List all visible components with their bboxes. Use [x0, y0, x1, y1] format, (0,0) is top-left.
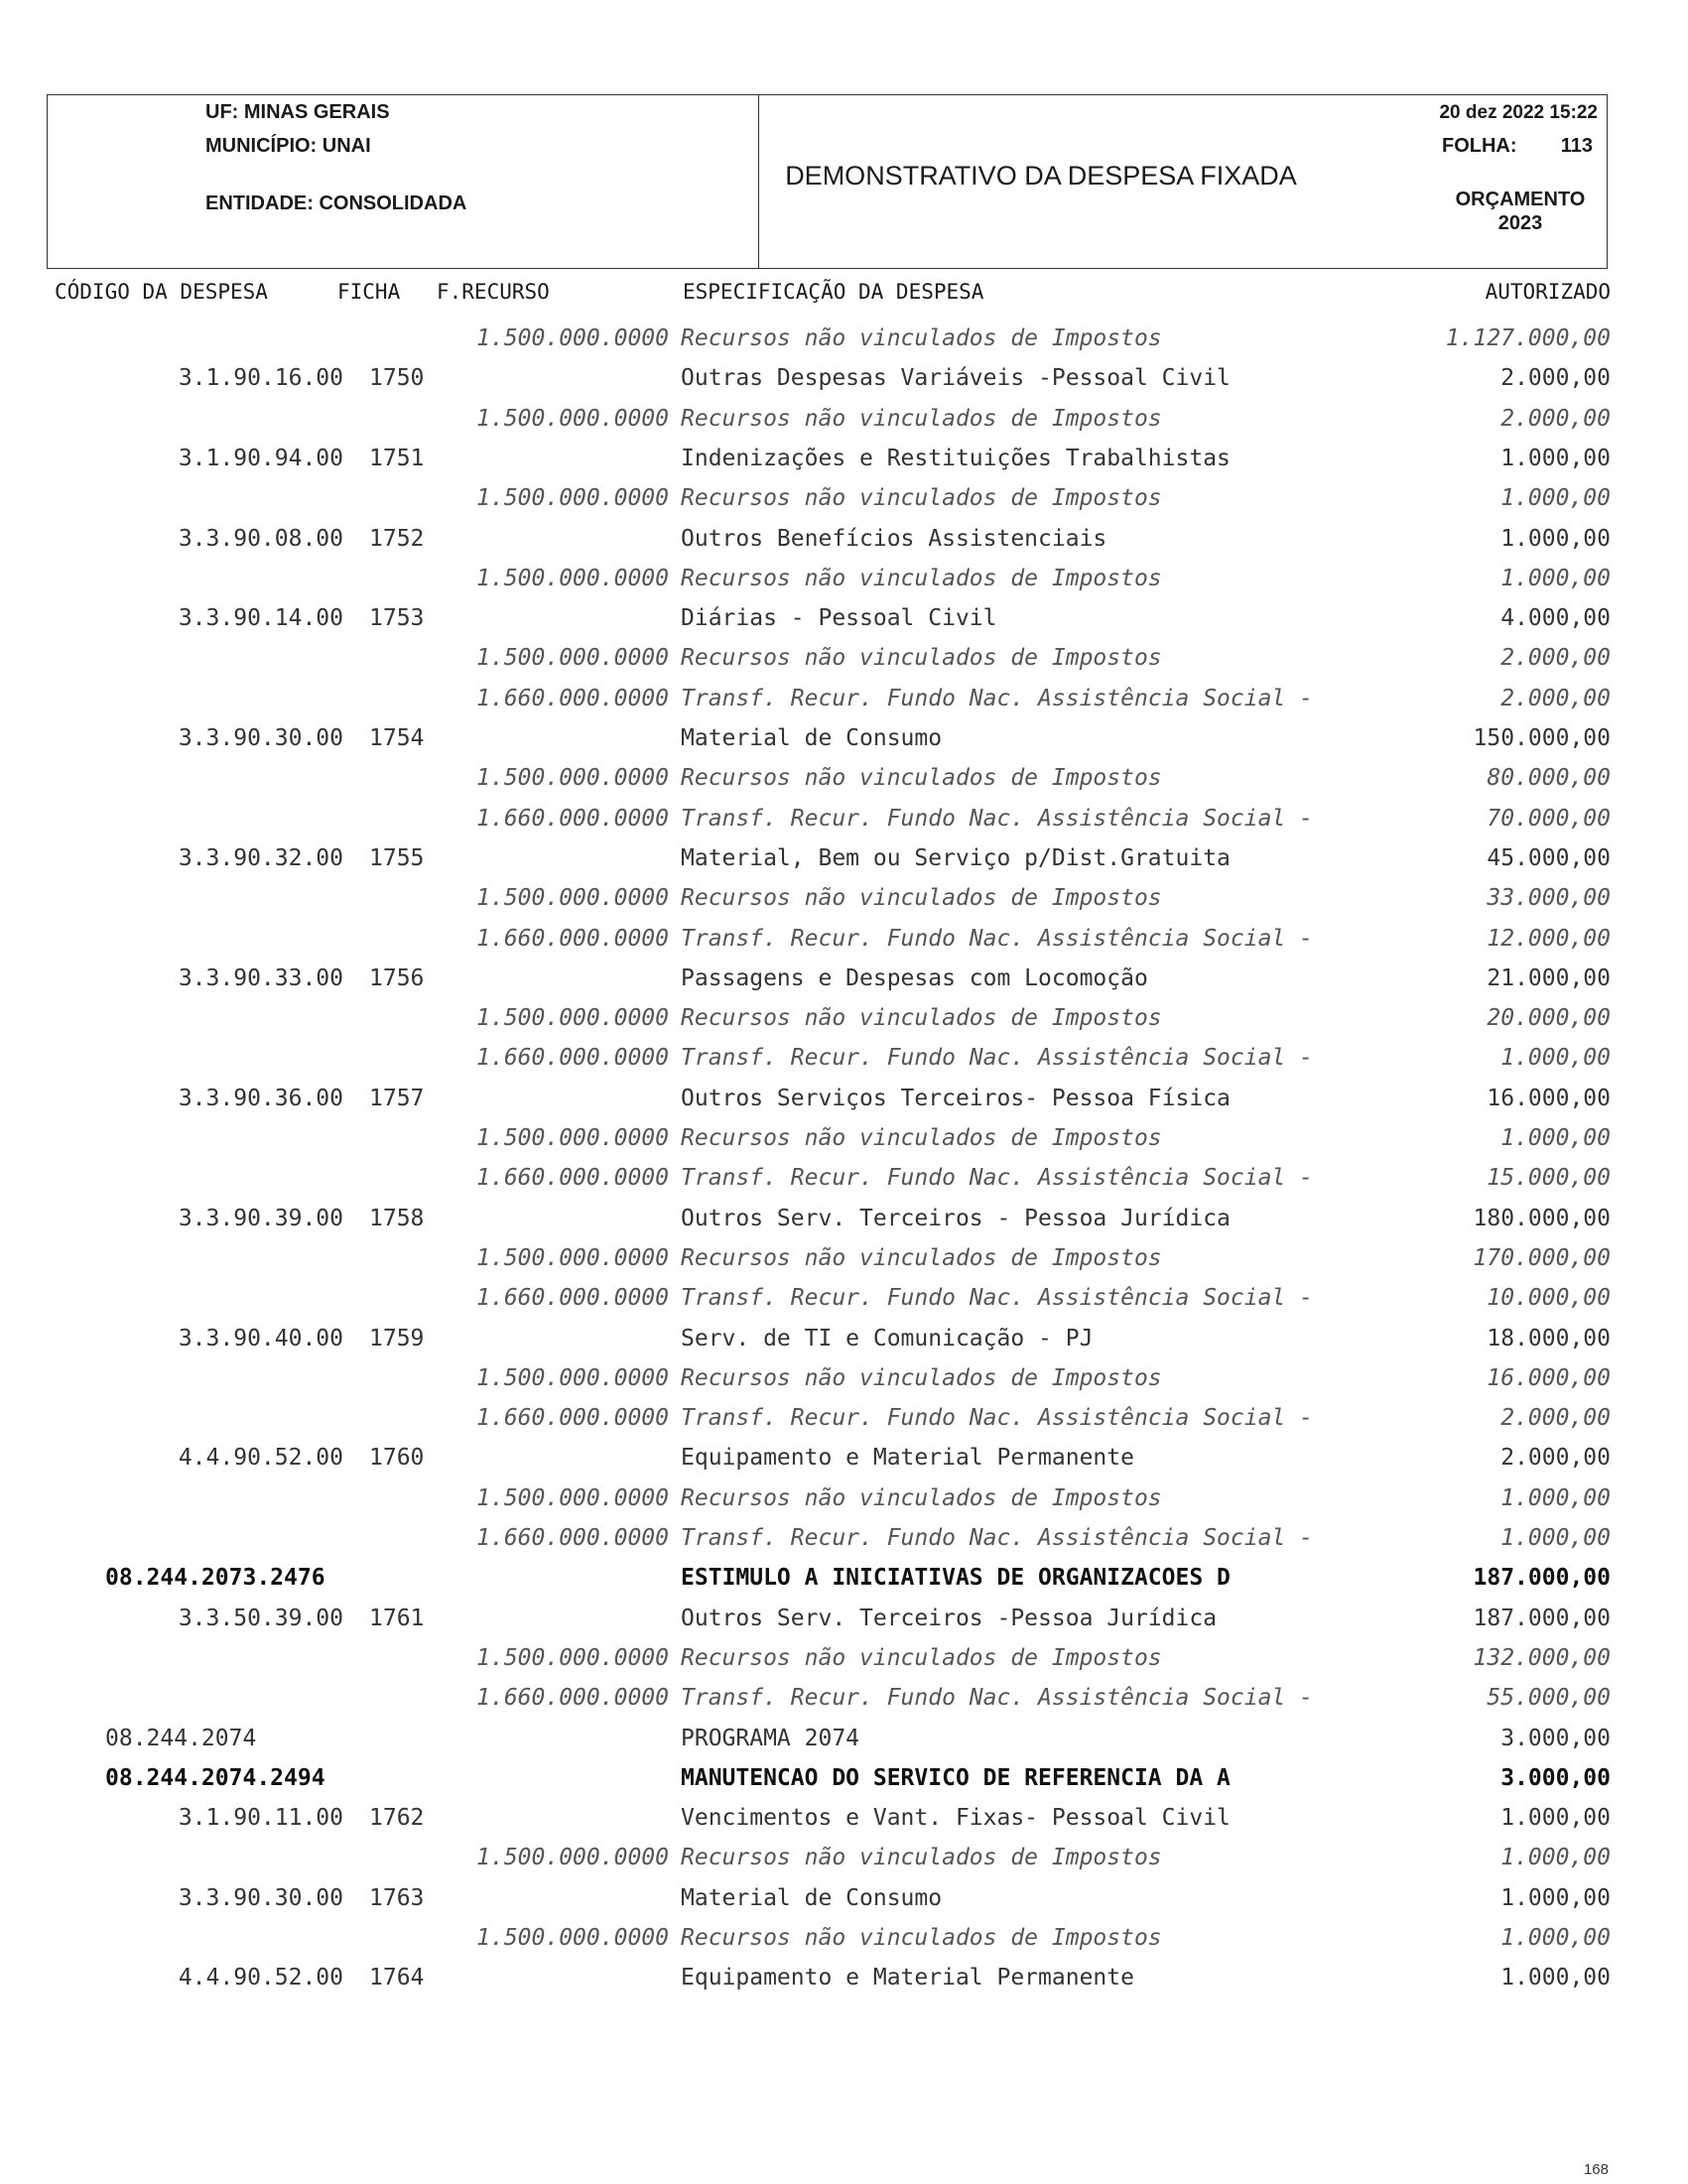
- cell-fonte-recurso: 1.500.000.0000: [476, 765, 669, 791]
- cell-especificacao: Transf. Recur. Fundo Nac. Assistência Social -: [681, 926, 1313, 952]
- cell-autorizado: 2.000,00: [1500, 1405, 1611, 1431]
- cell-autorizado: 1.000,00: [1500, 1885, 1611, 1911]
- cell-especificacao: Outros Serv. Terceiros - Pessoa Jurídica: [681, 1206, 1231, 1231]
- cell-autorizado: 187.000,00: [1473, 1606, 1611, 1631]
- cell-autorizado: 150.000,00: [1473, 725, 1611, 751]
- cell-especificacao: Recursos não vinculados de Impostos: [681, 1125, 1162, 1151]
- cell-ficha: 1752: [369, 526, 425, 552]
- cell-code: 08.244.2074.2494: [105, 1765, 325, 1791]
- cell-ficha: 1754: [369, 725, 425, 751]
- cell-especificacao: Recursos não vinculados de Impostos: [681, 1485, 1162, 1511]
- table-row: [0, 1084, 1688, 1113]
- cell-especificacao: MANUTENCAO DO SERVICO DE REFERENCIA DA A: [681, 1765, 1231, 1791]
- cell-especificacao: Material de Consumo: [681, 1885, 943, 1911]
- table-row: [0, 1883, 1688, 1913]
- datetime: 20 dez 2022 15:22: [1439, 102, 1598, 123]
- cell-fonte-recurso: 1.660.000.0000: [476, 1685, 669, 1711]
- cell-especificacao: Recursos não vinculados de Impostos: [681, 1645, 1162, 1671]
- cell-especificacao: Recursos não vinculados de Impostos: [681, 485, 1162, 511]
- cell-autorizado: 1.000,00: [1500, 566, 1611, 591]
- cell-autorizado: 21.000,00: [1487, 965, 1611, 991]
- table-row: [0, 363, 1688, 393]
- municipio-label: MUNICÍPIO: UNAI: [205, 135, 371, 157]
- cell-especificacao: Transf. Recur. Fundo Nac. Assistência Social -: [681, 1165, 1313, 1191]
- cell-autorizado: 1.000,00: [1500, 485, 1611, 511]
- col-codigo: CÓDIGO DA DESPESA: [55, 280, 268, 304]
- cell-fonte-recurso: 1.660.000.0000: [476, 926, 669, 952]
- cell-code: 3.3.90.40.00: [178, 1326, 343, 1351]
- cell-code: 3.1.90.11.00: [178, 1805, 343, 1831]
- cell-code: 3.3.90.33.00: [178, 965, 343, 991]
- cell-autorizado: 1.000,00: [1500, 1965, 1611, 1991]
- cell-autorizado: 33.000,00: [1487, 885, 1611, 911]
- table-row: [0, 684, 1688, 713]
- cell-especificacao: Passagens e Despesas com Locomoção: [681, 965, 1148, 991]
- table-row: [0, 1803, 1688, 1833]
- cell-especificacao: Recursos não vinculados de Impostos: [681, 1005, 1162, 1031]
- cell-autorizado: 1.000,00: [1500, 446, 1611, 471]
- folha-value: 113: [1560, 135, 1593, 157]
- cell-autorizado: 12.000,00: [1487, 926, 1611, 952]
- cell-autorizado: 45.000,00: [1487, 845, 1611, 871]
- cell-especificacao: Transf. Recur. Fundo Nac. Assistência Social -: [681, 1045, 1313, 1071]
- cell-autorizado: 3.000,00: [1500, 1726, 1611, 1751]
- cell-autorizado: 1.000,00: [1500, 1125, 1611, 1151]
- cell-autorizado: 55.000,00: [1487, 1685, 1611, 1711]
- cell-fonte-recurso: 1.660.000.0000: [476, 1045, 669, 1071]
- table-row: [0, 444, 1688, 473]
- table-row: [0, 483, 1688, 513]
- cell-code: 4.4.90.52.00: [178, 1445, 343, 1471]
- col-especificacao: ESPECIFICAÇÃO DA DESPESA: [683, 280, 984, 304]
- table-row: [0, 404, 1688, 434]
- cell-ficha: 1763: [369, 1885, 425, 1911]
- table-row: [0, 924, 1688, 954]
- cell-fonte-recurso: 1.500.000.0000: [476, 1005, 669, 1031]
- cell-especificacao: Transf. Recur. Fundo Nac. Assistência Social -: [681, 1525, 1313, 1551]
- cell-code: 3.3.90.32.00: [178, 845, 343, 871]
- table-row: [0, 1483, 1688, 1513]
- col-autorizado: AUTORIZADO: [1485, 280, 1611, 304]
- cell-especificacao: Outros Serv. Terceiros -Pessoa Jurídica: [681, 1606, 1218, 1631]
- table-row: [0, 1604, 1688, 1633]
- cell-ficha: 1759: [369, 1326, 425, 1351]
- cell-fonte-recurso: 1.500.000.0000: [476, 1645, 669, 1671]
- cell-especificacao: Vencimentos e Vant. Fixas- Pessoal Civil: [681, 1805, 1231, 1831]
- cell-ficha: 1760: [369, 1445, 425, 1471]
- table-row: [0, 763, 1688, 793]
- cell-code: 4.4.90.52.00: [178, 1965, 343, 1991]
- cell-code: 08.244.2073.2476: [105, 1565, 325, 1591]
- uf-label: UF: MINAS GERAIS: [205, 101, 390, 123]
- cell-especificacao: Material, Bem ou Serviço p/Dist.Gratuita: [681, 845, 1231, 871]
- cell-code: 3.3.90.30.00: [178, 725, 343, 751]
- cell-fonte-recurso: 1.500.000.0000: [476, 885, 669, 911]
- page-number: 168: [1583, 2161, 1609, 2178]
- cell-autorizado: 132.000,00: [1473, 1645, 1611, 1671]
- table-row: [0, 1324, 1688, 1353]
- cell-autorizado: 1.000,00: [1500, 1805, 1611, 1831]
- cell-fonte-recurso: 1.660.000.0000: [476, 1285, 669, 1311]
- cell-fonte-recurso: 1.500.000.0000: [476, 1845, 669, 1870]
- cell-fonte-recurso: 1.500.000.0000: [476, 485, 669, 511]
- cell-fonte-recurso: 1.500.000.0000: [476, 1485, 669, 1511]
- cell-autorizado: 15.000,00: [1487, 1165, 1611, 1191]
- col-ficha: FICHA: [337, 280, 401, 304]
- cell-especificacao: Recursos não vinculados de Impostos: [681, 1925, 1162, 1951]
- cell-especificacao: Diárias - Pessoal Civil: [681, 605, 997, 631]
- cell-autorizado: 2.000,00: [1500, 365, 1611, 391]
- cell-code: 3.3.90.36.00: [178, 1086, 343, 1111]
- table-row: [0, 1403, 1688, 1433]
- cell-autorizado: 16.000,00: [1487, 1365, 1611, 1391]
- table-row: [0, 1003, 1688, 1033]
- entidade-label: ENTIDADE: CONSOLIDADA: [205, 193, 467, 214]
- cell-especificacao: Recursos não vinculados de Impostos: [681, 645, 1162, 671]
- cell-especificacao: Recursos não vinculados de Impostos: [681, 325, 1162, 351]
- table-row: [0, 603, 1688, 633]
- cell-ficha: 1758: [369, 1206, 425, 1231]
- cell-autorizado: 16.000,00: [1487, 1086, 1611, 1111]
- table-row: [0, 1724, 1688, 1753]
- cell-autorizado: 2.000,00: [1500, 645, 1611, 671]
- cell-code: 3.3.50.39.00: [178, 1606, 343, 1631]
- table-row: [0, 964, 1688, 993]
- cell-especificacao: Outros Serviços Terceiros- Pessoa Física: [681, 1086, 1231, 1111]
- table-row: [0, 564, 1688, 593]
- cell-fonte-recurso: 1.500.000.0000: [476, 406, 669, 432]
- table-row: [0, 1643, 1688, 1673]
- table-row: [0, 1563, 1688, 1593]
- cell-especificacao: Recursos não vinculados de Impostos: [681, 1365, 1162, 1391]
- cell-code: 3.1.90.94.00: [178, 446, 343, 471]
- cell-autorizado: 2.000,00: [1500, 406, 1611, 432]
- cell-code: 3.3.90.08.00: [178, 526, 343, 552]
- cell-especificacao: Transf. Recur. Fundo Nac. Assistência Social -: [681, 1405, 1313, 1431]
- table-row: [0, 1163, 1688, 1193]
- table-row: [0, 1443, 1688, 1473]
- cell-ficha: 1750: [369, 365, 425, 391]
- folha-label: FOLHA:: [1442, 135, 1517, 157]
- cell-code: 3.3.90.30.00: [178, 1885, 343, 1911]
- table-row: [0, 883, 1688, 913]
- page-title: DEMONSTRATIVO DA DESPESA FIXADA: [785, 161, 1297, 191]
- col-recurso: F.RECURSO: [437, 280, 550, 304]
- cell-ficha: 1761: [369, 1606, 425, 1631]
- table-row: [0, 843, 1688, 873]
- cell-especificacao: Outros Benefícios Assistenciais: [681, 526, 1107, 552]
- cell-fonte-recurso: 1.500.000.0000: [476, 645, 669, 671]
- cell-fonte-recurso: 1.500.000.0000: [476, 1365, 669, 1391]
- cell-autorizado: 1.127.000,00: [1445, 325, 1611, 351]
- cell-especificacao: Outras Despesas Variáveis -Pessoal Civil: [681, 365, 1231, 391]
- cell-autorizado: 180.000,00: [1473, 1206, 1611, 1231]
- cell-fonte-recurso: 1.660.000.0000: [476, 1525, 669, 1551]
- cell-code: 08.244.2074: [105, 1726, 257, 1751]
- table-row: [0, 1923, 1688, 1953]
- cell-especificacao: Material de Consumo: [681, 725, 943, 751]
- table-row: [0, 1283, 1688, 1313]
- cell-fonte-recurso: 1.500.000.0000: [476, 1125, 669, 1151]
- cell-ficha: 1753: [369, 605, 425, 631]
- cell-autorizado: 1.000,00: [1500, 1845, 1611, 1870]
- cell-especificacao: Transf. Recur. Fundo Nac. Assistência Social -: [681, 686, 1313, 711]
- cell-fonte-recurso: 1.500.000.0000: [476, 325, 669, 351]
- table-row: [0, 723, 1688, 753]
- table-row: [0, 1683, 1688, 1713]
- cell-fonte-recurso: 1.660.000.0000: [476, 686, 669, 711]
- table-row: [0, 1043, 1688, 1073]
- cell-especificacao: Serv. de TI e Comunicação - PJ: [681, 1326, 1094, 1351]
- cell-ficha: 1764: [369, 1965, 425, 1991]
- cell-especificacao: Recursos não vinculados de Impostos: [681, 765, 1162, 791]
- cell-code: 3.1.90.16.00: [178, 365, 343, 391]
- cell-especificacao: Transf. Recur. Fundo Nac. Assistência Social -: [681, 1685, 1313, 1711]
- cell-fonte-recurso: 1.500.000.0000: [476, 566, 669, 591]
- cell-autorizado: 2.000,00: [1500, 686, 1611, 711]
- cell-especificacao: Recursos não vinculados de Impostos: [681, 885, 1162, 911]
- cell-ficha: 1756: [369, 965, 425, 991]
- table-row: [0, 524, 1688, 554]
- table-row: [0, 1123, 1688, 1153]
- cell-ficha: 1755: [369, 845, 425, 871]
- table-row: [0, 1363, 1688, 1393]
- table-row: [0, 1204, 1688, 1233]
- cell-especificacao: Equipamento e Material Permanente: [681, 1965, 1134, 1991]
- table-row: [0, 643, 1688, 673]
- cell-fonte-recurso: 1.660.000.0000: [476, 1165, 669, 1191]
- cell-especificacao: Recursos não vinculados de Impostos: [681, 406, 1162, 432]
- cell-autorizado: 170.000,00: [1473, 1245, 1611, 1271]
- cell-autorizado: 1.000,00: [1500, 1045, 1611, 1071]
- table-row: [0, 1763, 1688, 1793]
- cell-fonte-recurso: 1.500.000.0000: [476, 1925, 669, 1951]
- cell-autorizado: 1.000,00: [1500, 1925, 1611, 1951]
- cell-code: 3.3.90.14.00: [178, 605, 343, 631]
- cell-especificacao: Recursos não vinculados de Impostos: [681, 1245, 1162, 1271]
- table-row: [0, 1523, 1688, 1553]
- cell-autorizado: 20.000,00: [1487, 1005, 1611, 1031]
- cell-autorizado: 4.000,00: [1500, 605, 1611, 631]
- cell-autorizado: 10.000,00: [1487, 1285, 1611, 1311]
- table-row: [0, 1243, 1688, 1273]
- cell-especificacao: Recursos não vinculados de Impostos: [681, 1845, 1162, 1870]
- cell-fonte-recurso: 1.660.000.0000: [476, 1405, 669, 1431]
- cell-autorizado: 1.000,00: [1500, 1525, 1611, 1551]
- cell-ficha: 1751: [369, 446, 425, 471]
- cell-autorizado: 187.000,00: [1473, 1565, 1611, 1591]
- cell-especificacao: Transf. Recur. Fundo Nac. Assistência Social -: [681, 1285, 1313, 1311]
- cell-fonte-recurso: 1.660.000.0000: [476, 806, 669, 832]
- table-row: [0, 1843, 1688, 1872]
- orcamento-year: 2023: [1497, 212, 1543, 234]
- cell-fonte-recurso: 1.500.000.0000: [476, 1245, 669, 1271]
- cell-code: 3.3.90.39.00: [178, 1206, 343, 1231]
- cell-ficha: 1762: [369, 1805, 425, 1831]
- cell-especificacao: Recursos não vinculados de Impostos: [681, 566, 1162, 591]
- cell-especificacao: PROGRAMA 2074: [681, 1726, 860, 1751]
- cell-especificacao: ESTIMULO A INICIATIVAS DE ORGANIZACOES D: [681, 1565, 1231, 1591]
- cell-especificacao: Transf. Recur. Fundo Nac. Assistência Social -: [681, 806, 1313, 832]
- orcamento-label: ORÇAMENTO: [1455, 189, 1586, 210]
- cell-ficha: 1757: [369, 1086, 425, 1111]
- table-row: [0, 323, 1688, 353]
- cell-autorizado: 18.000,00: [1487, 1326, 1611, 1351]
- table-row: [0, 1963, 1688, 1992]
- cell-especificacao: Indenizações e Restituições Trabalhistas: [681, 446, 1231, 471]
- cell-autorizado: 70.000,00: [1487, 806, 1611, 832]
- cell-autorizado: 2.000,00: [1500, 1445, 1611, 1471]
- cell-autorizado: 80.000,00: [1487, 765, 1611, 791]
- cell-especificacao: Equipamento e Material Permanente: [681, 1445, 1134, 1471]
- cell-autorizado: 1.000,00: [1500, 526, 1611, 552]
- table-row: [0, 804, 1688, 834]
- cell-autorizado: 1.000,00: [1500, 1485, 1611, 1511]
- cell-autorizado: 3.000,00: [1500, 1765, 1611, 1791]
